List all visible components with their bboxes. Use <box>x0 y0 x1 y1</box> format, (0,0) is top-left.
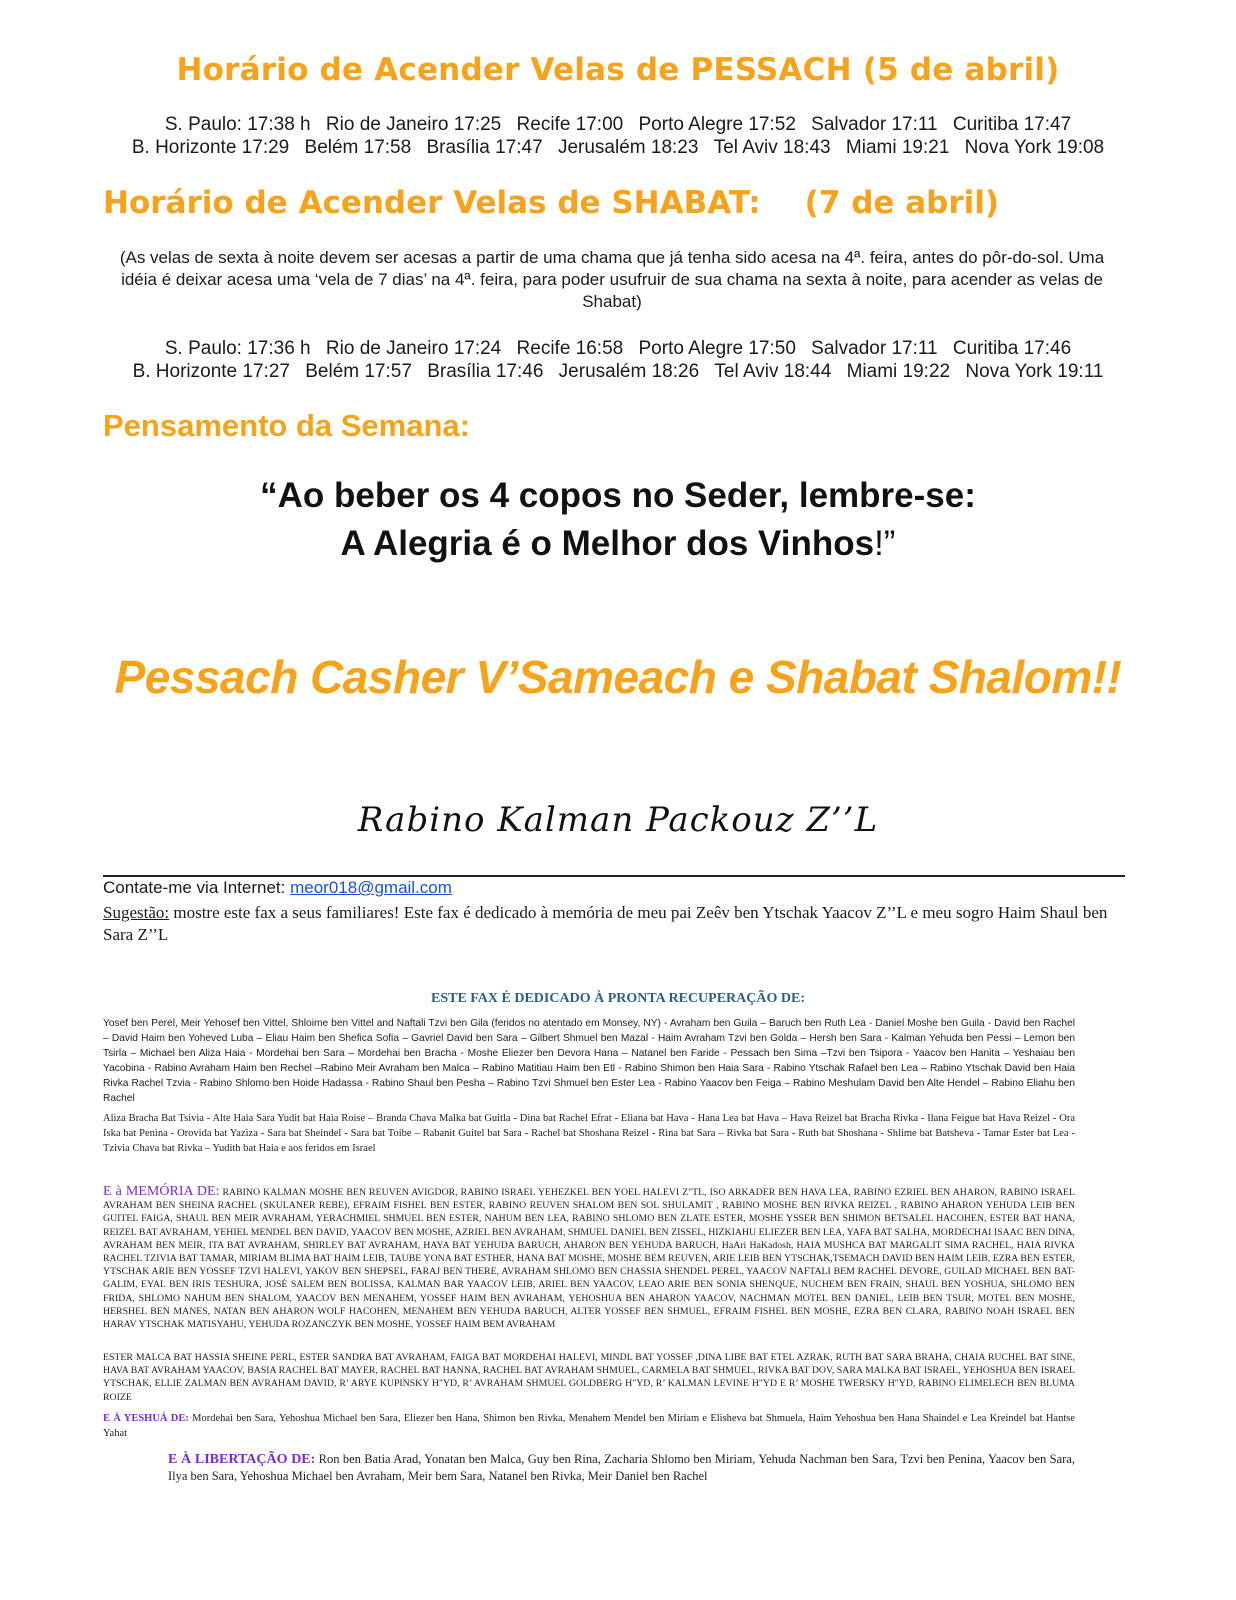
shabat-time: Brasília 17:46 <box>427 361 544 382</box>
dedication-women: Aliza Bracha Bat Tsivia - Alte Haia Sara Yudit bat Haia Roise – Branda Chava Malka bat Guitla - Dina bat Rachel Efrat - Eliana bat Hava - Hana Lea bat Hava – Hava Reizel bat Bracha Rivka - Ilana Feigue bat Hava Reizel - Ora Iska bat Penina - Orovida bat Yaziza - Sara bat Sheindel - Sara bat Toibe – Rabanit Guitel bat Sara - Rachel bat Shoshana Reizel - Rina bat Sara – Rivka bat Sara - Ruth bat Shoshana - Shlime bat Batsheva - Tamar Ester bat Lea - Tzivia Chava bat Rivka – Yudith bat Haia e aos feridos em Israel <box>103 1113 1075 1154</box>
shabat-time: Porto Alegre 17:50 <box>638 338 796 359</box>
pessach-time: Miami 19:21 <box>845 137 950 158</box>
suggestion-text: mostre este fax a seus familiares! Este fax é dedicado à memória de meu pai Zeêv ben Ytschak Yaacov Z’’L e meu sogro Haim Shaul ben Sara Z’’L <box>103 903 1108 944</box>
quote-line-1: “Ao beber os 4 copos no Seder, lembre-se: <box>260 476 976 515</box>
yeshua <box>103 1411 1075 1441</box>
shabat-heading <box>103 185 999 221</box>
yeshua-label: E À YESHUÁ DE: <box>103 1413 189 1424</box>
contact-label: Contate-me via Internet: <box>103 878 286 897</box>
yeshua-text: Mordehai ben Sara, Yehoshua Michael ben Sara, Eliezer ben Hana, Shimon ben Rivka, Menahem Mendel ben Miriam e Elisheva bat Shmuela, Haim Yehoshua ben Hana Shaindel e Lea Kreindel bat Hantse Yahat <box>103 1413 1076 1439</box>
shabat-time: Belém 17:57 <box>305 361 412 382</box>
pessach-time: Jerusalém 18:23 <box>557 137 699 158</box>
dedication-men: Yosef ben Perel, Meir Yehosef ben Vittel, Shloime ben Vittel and Naftali Tzvi ben Gila (feridos no atentado em Monsey, NY) - Avraham ben Guila – Baruch ben Ruth Lea - Daniel Moshe ben Guila - David ben Rachel – David Haim ben Yoheved Luba – Eliau Haim ben Shefica Sofia – Gavriel David ben Sara – Gilbert Shmuel ben Mazal - Haim Avraham Tzvi ben Golda – Hersh ben Sara - Kalman Yehuda ben Pessi – Lemon ben Tsirla – Michael ben Aliza Haia - Mordehai ben Sara – Mordehai ben Bracha - Moshe Eliezer ben Devora Hana – Natanel ben Faride - Pessach ben Sima –Tzvi ben Tsipora - Yaacov ben Hanita – Yeshaiau ben Yacobina - Rabino Avraham Haim ben Rechel –Rabino Meir Avraham ben Malca – Rabino Matitiau Haim ben Etl - Rabino Shimon ben Haia Sara - Rabino Ytschak Rafael ben Lea – Rabino Ytschak David ben Haia Rivka Rachel Tzvia - Rabino Shlomo ben Hoide Hadassa - Rabino Shaul ben Pesha – Rabino Tzvi Shmuel ben Ester Lea - Rabino Yaacov ben Feiga – Rabino Meshulam David ben Alte Hendel – Rabino Eliahu ben Rachel <box>103 1018 1075 1104</box>
shabat-time: Curitiba 17:46 <box>952 338 1072 359</box>
shabat-time: Jerusalém 18:26 <box>558 361 700 382</box>
shabat-time: Nova York 19:11 <box>965 361 1104 382</box>
pessach-heading: Horário de Acender Velas de PESSACH (5 de abril) <box>176 52 1060 88</box>
memory-men <box>103 1185 1075 1331</box>
shabat-times-line-1 <box>0 337 1236 360</box>
holiday-greeting: Pessach Casher V’Sameach e Shabat Shalom!! <box>114 651 1122 703</box>
pessach-time: Belém 17:58 <box>304 137 412 158</box>
liberation-label: E À LIBERTAÇÃO DE: <box>168 1452 316 1467</box>
divider <box>103 875 1125 877</box>
memory-women: ESTER MALCA BAT HASSIA SHEINE PERL, ESTER SANDRA BAT AVRAHAM, FAIGA BAT MORDEHAI HALEVI, MINDL BAT YOSSEF ,DINA LIBE BAT ETEL AZRAK, RUTH BAT SARA BRAHA, CHAIA RUCHEL BAT SINE, HAVA BAT AVRAHAM YAACOV, BASIA RACHEL BAT MAYER, RACHEL BAT HANNA, RACHEL BAT AVRAHAM SHMUEL, CARMELA BAT SHMUEL, RIVKA BAT DOV, SARA MALKA BAT ISRAEL, YEHOSHUA BEN ISRAEL YTSCHAK, ELLIE ZALMAN BEN AVRAHAM DAVID, R’ ARYE KUPINSKY H"YD, R’ AVRAHAM SHMUEL GOLDBERG H"YD, R’ KALMAN LEVINE H"YD E R’ MOSHE TWERSKY H"YD, RABINO ELIMELECH BEN BLUMA ROIZE <box>103 1352 1075 1403</box>
pessach-time: Tel Aviv 18:43 <box>713 137 831 158</box>
quote-line-2-text: A Alegria é o Melhor dos Vinhos <box>340 524 875 563</box>
shabat-time: Rio de Janeiro 17:24 <box>325 338 502 359</box>
shabat-time: Salvador 17:11 <box>811 338 938 359</box>
contact-line <box>103 878 452 898</box>
shabat-note: (As velas de sexta à noite devem ser acesas a partir de uma chama que já tenha sido acesa na 4ª. feira, antes do pôr-do-sol. Uma idéia é deixar acesa uma ‘vela de 7 dias’ na 4ª. feira, para poder usufruir de sua chama na sexta à noite, para acender as velas de Shabat) <box>119 248 1105 311</box>
shabat-time: Recife 16:58 <box>516 338 624 359</box>
pessach-time: B. Horizonte 17:29 <box>131 137 290 158</box>
shabat-time: S. Paulo: 17:36 h <box>164 338 311 359</box>
signature: Rabino Kalman Packouz Z’’L <box>357 800 879 840</box>
liberation <box>168 1451 1075 1484</box>
contact-email-link[interactable]: meor018@gmail.com <box>290 878 452 897</box>
pessach-times-line-2 <box>0 136 1236 159</box>
pessach-time: Rio de Janeiro 17:25 <box>325 114 502 135</box>
quote-end: !” <box>874 524 896 563</box>
pessach-time: Salvador 17:11 <box>811 114 938 135</box>
pessach-time: Porto Alegre 17:52 <box>638 114 796 135</box>
dedication-title: ESTE FAX É DEDICADO À PRONTA RECUPERAÇÃO DE: <box>430 991 805 1006</box>
shabat-time: Miami 19:22 <box>846 361 951 382</box>
shabat-heading-date: (7 de abril) <box>804 185 1000 221</box>
memory-label: E à MEMÓRIA DE: <box>103 1184 220 1199</box>
shabat-times-line-2 <box>0 360 1236 383</box>
shabat-time: Tel Aviv 18:44 <box>714 361 832 382</box>
shabat-time: B. Horizonte 17:27 <box>132 361 290 382</box>
shabat-heading-title: Horário de Acender Velas de SHABAT: <box>103 185 761 221</box>
pessach-time: Curitiba 17:47 <box>952 114 1072 135</box>
pessach-time: S. Paulo: 17:38 h <box>164 114 311 135</box>
suggestion <box>103 902 1123 946</box>
memory-men-text: RABINO KALMAN MOSHE BEN REUVEN AVIGDOR, RABINO ISRAEL YEHEZKEL BEN YOEL HALEVI Z"TL, ISO ARKADER BEN HAVA LEA, RABINO EZRIEL BEN AHARON, RABINO ISRAEL AVRAHAM BEN SHEINA RACHEL (SKULANER REBE), EFRAIM FISHEL BEN ESTER, RABINO REUVEN SHALOM BEN SOL SHULAMIT , RABINO MOSHE BEN RIVKA REIZEL , RABINO AHARON YEHUDA LEIB BEN GUITEL FAIGA, SHAUL BEN MEIR AVRAHAM, YERACHMIEL SHMUEL BEN ESTER, NAHUM BEN LEA, RABINO SHLOMO BEN ZLATE ESTER, MOSHE YSSER BEN SHIMON BETSALEL HACOHEN, ESTER BAT HANA, REIZEL BAT AVRAHAM, YEHIEL MENDEL BEN DAVID, YAACOV BEN MOSHE, AZRIEL BEN AVRAHAM, SHMUEL DANIEL BEN ZISSEL, HIZKIAHU ELIEZER BEN LEA, YAFA BAT SALHA, MORDECHAI ISAAC BEN DINA, AVRAHAM BEN MEIR, ITA BAT AVRAHAM, SHIRLEY BAT AVRAHAM, HAYA BAT YEHUDA BARUCH, AHARON BEN YEHUDA BARUCH, HaAri HaKadosh, HAIA MUSHCA BAT MARGALIT SIMA RACHEL, HAIA RIVKA RACHEL TZIVIA BAT TAMAR, MIRIAM BLIMA BAT HAIM LEIB, TAUBE YONA BAT ESTHER, HANA BAT MOSHE, MOSHE BEM REUVEN, ARIE LEIB BEN YTSCHAK,TSEMACH DAVID BEN HAIM LEIB, EZRA BEN ESTER, YTSCHAK ARIE BEN YOSSEF TZVI HALEVI, YAKOV BEN SHEPSEL, FARAJ BEN THERE, AVRAHAM SHLOMO BEN CHASSIA SHENDEL PEREL, YAACOV NAFTALI BEM RACHEL DEVORE, GUILAD MICHAEL BEN BAT-GALIM, EYAL BEN IRIS TESHURA, JOSÉ SALEM BEN BOLISSA, KALMAN BAR YAACOV LEIB, ARIEL BEN YAACOV, LEAO ARIE BEN SONIA SHENQUE, NUCHEM BEN FRAIN, SHAUL BEN YOSHUA, SHLOMO BEN FRIDA, SHLOMO NAHUM BEN SHALOM, YAACOV BEN MENAHEM, YOSSEF HAIM BEN AVRAHAM, YEHOSHUA BEN AHARON YAACOV, NACHMAN MOTEL BEN DANIEL, LEIB BEN TSUR, MOTEL BEN MOSHE, HERSHEL BEN MANES, NATAN BEN AHARON WOLF HACOHEN, MENAHEM BEN YEHUDA BARUCH, ALTER YOSSEF BEN SHMUEL, EFRAIM FISHEL BEN MOSHE, EZRA BEN CLARA, RABINO NOAH ISRAEL BEN HARAV YTSCHAK MATISYAHU, YEHUDA ROZANCZYK BEN MOSHE, YOSSEF HAIM BEM AVRAHAM <box>103 1187 1075 1331</box>
thought-quote <box>0 472 1236 568</box>
liberation-text: Ron ben Batia Arad, Yonatan ben Malca, Guy ben Rina, Zacharia Shlomo ben Miriam, Yehuda Nachman ben Sara, Tzvi ben Penina, Yaacov ben Sara, Ilya ben Sara, Yehoshua Michael ben Avraham, Meir bem Sara, Natanel ben Rivka, Meir Daniel ben Rachel <box>168 1452 1075 1483</box>
quote-line-2 <box>0 520 1236 568</box>
pessach-time: Brasília 17:47 <box>426 137 543 158</box>
pessach-time: Recife 17:00 <box>516 114 624 135</box>
pessach-time: Nova York 19:08 <box>964 137 1105 158</box>
suggestion-label: Sugestão: <box>103 903 170 922</box>
pessach-times-line-1 <box>0 113 1236 136</box>
thought-heading: Pensamento da Semana: <box>103 408 470 443</box>
